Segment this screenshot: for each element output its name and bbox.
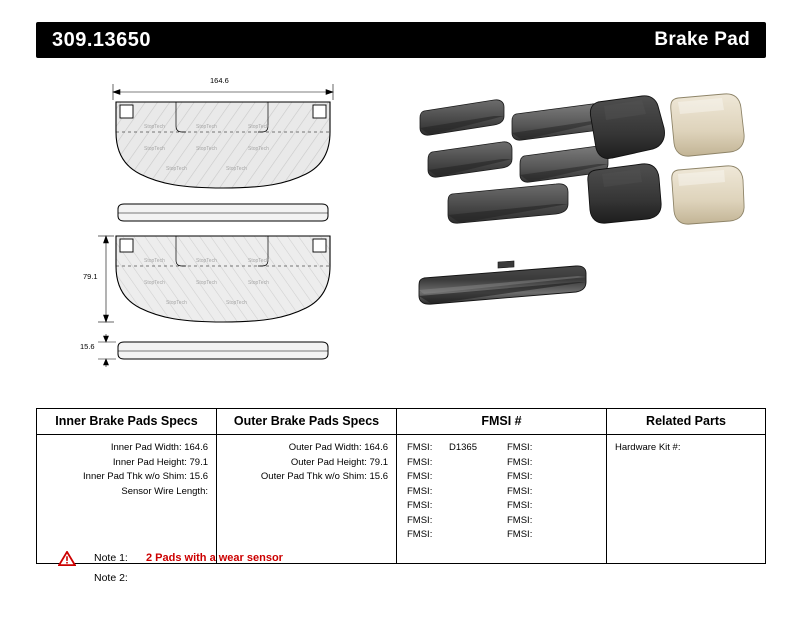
table-row: [397, 470, 606, 485]
svg-text:StopTech: StopTech: [196, 124, 217, 130]
inner-pad-height-row: Inner Pad Height: 79.1: [112, 456, 208, 468]
fmsi-value-left: [449, 470, 507, 485]
note-1-value: 2 Pads with a wear sensor: [146, 552, 283, 564]
technical-drawing-area: [36, 66, 766, 396]
svg-text:StopTech: StopTech: [144, 280, 165, 286]
svg-text:StopTech: StopTech: [144, 258, 165, 264]
svg-text:StopTech: StopTech: [196, 146, 217, 152]
inner-specs-body: [37, 435, 216, 563]
sensor-wire-length-row: Sensor Wire Length:: [121, 485, 208, 497]
table-row: [397, 456, 606, 471]
note-2-label: Note 2:: [94, 572, 128, 584]
fmsi-label-right: FMSI:: [507, 471, 533, 482]
svg-text:StopTech: StopTech: [166, 166, 187, 172]
fmsi-value-left: D1365: [449, 442, 477, 453]
photo-pad-set-angled: [420, 100, 608, 223]
svg-text:StopTech: StopTech: [248, 146, 269, 152]
outer-pad-thickness-row: Outer Pad Thk w/o Shim: 15.6: [260, 471, 388, 482]
table-row: [397, 441, 606, 456]
dimension-width-label: 164.6: [210, 76, 229, 85]
warning-icon: [58, 551, 76, 566]
fmsi-column: [397, 409, 607, 563]
outer-brake-pads-specs-column: [217, 409, 397, 563]
fmsi-label-right: FMSI:: [507, 456, 533, 468]
product-type: Brake Pad: [654, 29, 750, 50]
fmsi-value-left: [449, 514, 507, 529]
svg-text:StopTech: StopTech: [226, 166, 247, 172]
outer-specs-body: [217, 435, 396, 563]
fmsi-label-right: FMSI:: [507, 485, 533, 497]
fmsi-label-left: FMSI:: [407, 529, 433, 540]
fmsi-label-left: FMSI:: [407, 485, 433, 497]
fmsi-value-left: [449, 456, 507, 471]
dimension-height-label: 79.1: [83, 272, 98, 281]
table-row: [397, 485, 606, 500]
outer-pad-height-row: Outer Pad Height: 79.1: [290, 456, 388, 468]
note-1-line: [36, 548, 766, 568]
fmsi-label-right: FMSI:: [507, 529, 533, 540]
svg-text:StopTech: StopTech: [196, 258, 217, 264]
inner-brake-pads-specs-column: [37, 409, 217, 563]
table-row: [397, 514, 606, 529]
inner-specs-header: Inner Brake Pads Specs: [37, 409, 216, 435]
fmsi-value-left: [449, 499, 507, 514]
fmsi-label-left: FMSI:: [407, 456, 433, 468]
svg-text:StopTech: StopTech: [248, 258, 269, 264]
fmsi-body: [397, 435, 606, 563]
product-photographs: [406, 66, 766, 396]
note-1-label: Note 1:: [94, 552, 128, 564]
fmsi-header: FMSI #: [397, 409, 606, 435]
svg-text:StopTech: StopTech: [144, 146, 165, 152]
inner-pad-width-row: Inner Pad Width: 164.6: [110, 442, 208, 453]
related-parts-column: [607, 409, 765, 563]
header-bar: [36, 22, 766, 58]
part-number: 309.13650: [52, 29, 152, 51]
table-row: [397, 528, 606, 543]
dimension-thickness-label: 15.6: [80, 342, 95, 351]
svg-text:StopTech: StopTech: [226, 300, 247, 306]
hardware-kit-row: Hardware Kit #:: [615, 442, 681, 453]
fmsi-label-left: FMSI:: [407, 471, 433, 482]
fmsi-label-right: FMSI:: [507, 442, 533, 453]
svg-text:StopTech: StopTech: [248, 280, 269, 286]
fmsi-label-left: FMSI:: [407, 442, 433, 453]
svg-text:StopTech: StopTech: [166, 300, 187, 306]
fmsi-label-right: FMSI:: [507, 514, 533, 526]
svg-text:StopTech: StopTech: [144, 124, 165, 130]
fmsi-label-left: FMSI:: [407, 500, 433, 511]
svg-text:StopTech: StopTech: [248, 124, 269, 130]
related-parts-header: Related Parts: [607, 409, 765, 435]
table-row: [397, 499, 606, 514]
fmsi-value-left: [449, 528, 507, 543]
fmsi-label-left: FMSI:: [407, 514, 433, 526]
outer-pad-width-row: Outer Pad Width: 164.6: [288, 442, 388, 453]
photo-pad-set-flat: [588, 94, 744, 224]
outer-specs-header: Outer Brake Pads Specs: [217, 409, 396, 435]
svg-text:StopTech: StopTech: [196, 280, 217, 286]
fmsi-label-right: FMSI:: [507, 500, 533, 511]
specifications-table: [36, 408, 766, 564]
inner-pad-thickness-row: Inner Pad Thk w/o Shim: 15.6: [83, 471, 208, 482]
fmsi-value-left: [449, 485, 507, 500]
notes-section: [36, 548, 766, 588]
note-2-line: [36, 568, 766, 588]
photo-pad-side-profile: [419, 261, 586, 304]
related-parts-body: [607, 435, 765, 563]
